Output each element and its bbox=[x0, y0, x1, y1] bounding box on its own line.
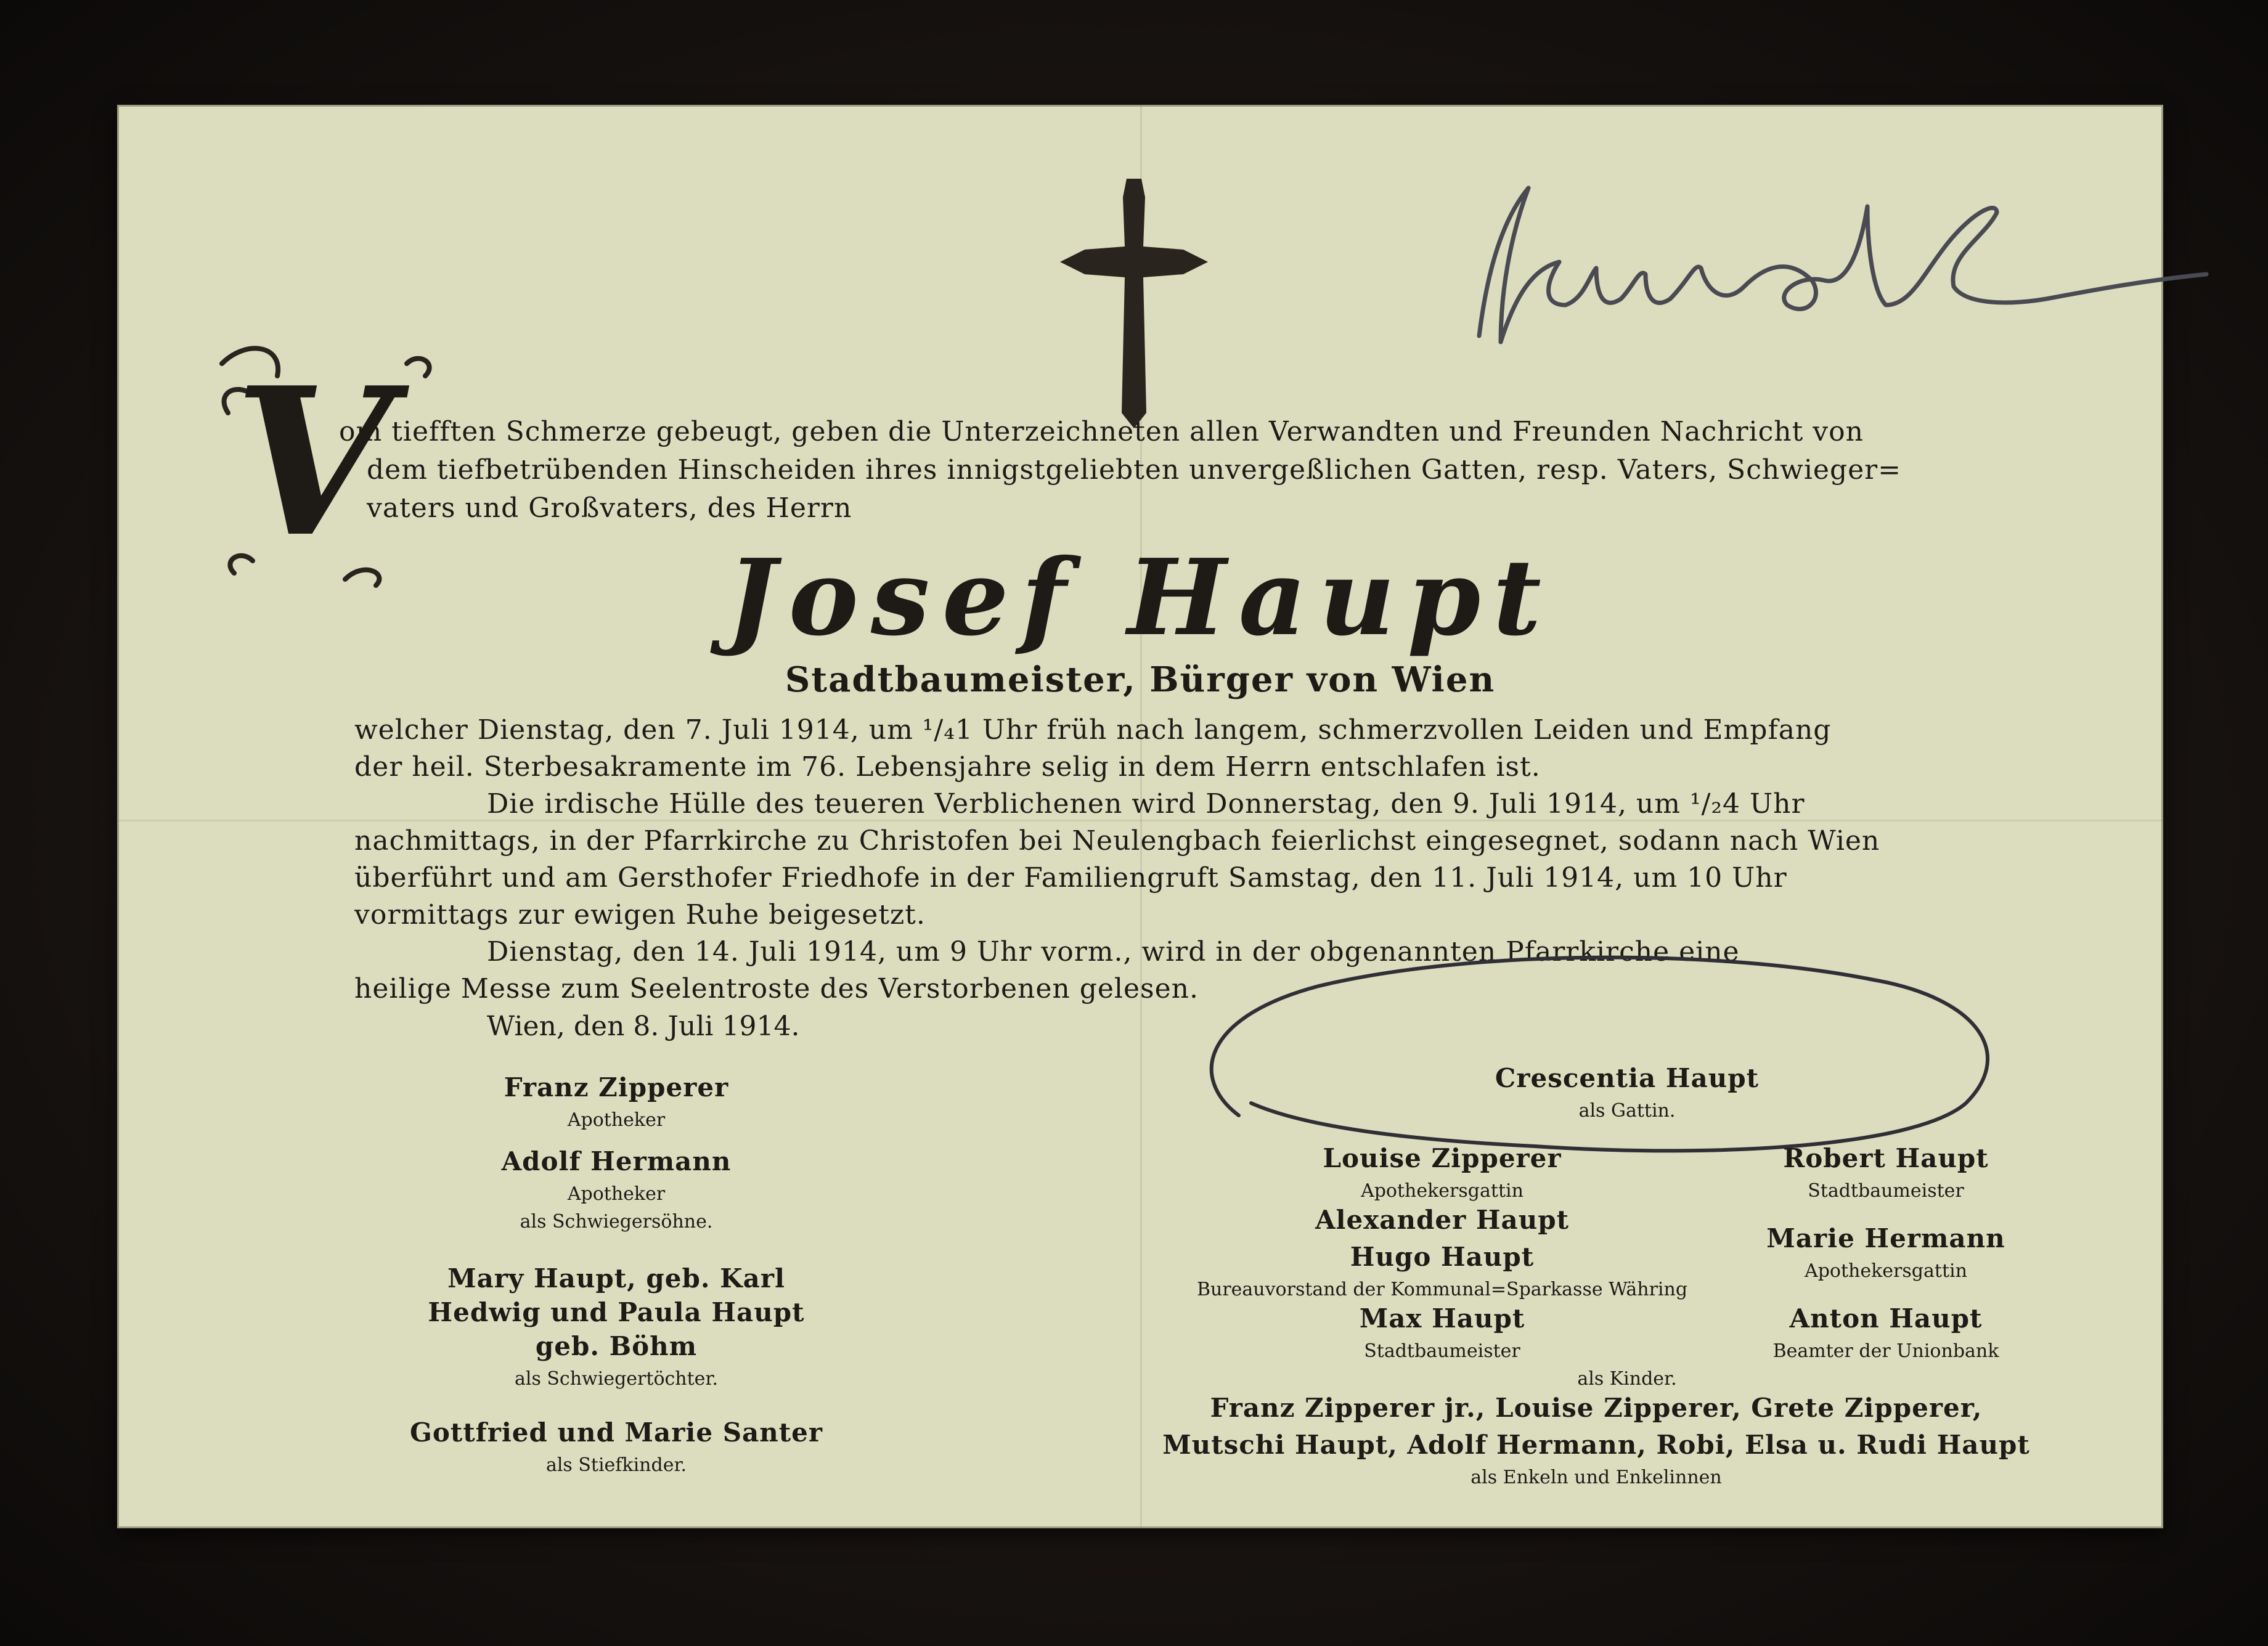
signer-marie-hermann: Marie Hermann bbox=[1766, 1223, 2005, 1253]
signer-hugo-haupt: Hugo Haupt bbox=[1350, 1242, 1535, 1272]
signer-adolf-hermann: Adolf Hermann bbox=[501, 1146, 732, 1176]
body-line-6: vormittags zur ewigen Ruhe beigesetzt. bbox=[354, 899, 926, 931]
grandchildren-line-2: Mutschi Haupt, Adolf Hermann, Robi, Elsa u. Rudi Haupt bbox=[1162, 1430, 2030, 1460]
body-line-1: welcher Dienstag, den 7. Juli 1914, um ¹/₄1 Uhr früh nach langem, schmerzvollen Leiden und Empfang bbox=[354, 714, 1832, 746]
deceased-occupation: Stadtbaumeister, Bürger von Wien bbox=[785, 659, 1496, 700]
signer-louise-zipperer: Louise Zipperer bbox=[1323, 1143, 1562, 1173]
relation-label: als Enkeln und Enkelinnen bbox=[1471, 1467, 1722, 1488]
signer-maiden-name: geb. Böhm bbox=[535, 1331, 698, 1361]
place-date: Wien, den 8. Juli 1914. bbox=[487, 1011, 800, 1042]
body-line-4: nachmittags, in der Pfarrkirche zu Christofen bei Neulengbach feierlichst eingesegnet, sodann nach Wien bbox=[354, 825, 1880, 857]
signer-role: Stadtbaumeister bbox=[1364, 1340, 1520, 1362]
signer-hedwig-paula-haupt: Hedwig und Paula Haupt bbox=[428, 1297, 805, 1327]
grandchildren-line-1: Franz Zipperer jr., Louise Zipperer, Grete Zipperer, bbox=[1210, 1393, 1983, 1423]
signer-robert-haupt: Robert Haupt bbox=[1783, 1143, 1989, 1173]
body-line-8: heilige Messe zum Seelentroste des Verstorbenen gelesen. bbox=[354, 973, 1199, 1004]
relation-label: als Kinder. bbox=[1577, 1368, 1677, 1390]
handwritten-signature bbox=[1442, 151, 2213, 373]
signer-anton-haupt: Anton Haupt bbox=[1789, 1303, 1983, 1334]
signer-role: Stadtbaumeister bbox=[1808, 1180, 1964, 1202]
intro-line-2: dem tiefbetrübenden Hinscheiden ihres innigstgeliebten unvergeßlichen Gatten, resp. Vaters, Schwieger= bbox=[367, 454, 1902, 486]
cross-icon bbox=[1054, 173, 1214, 431]
relation-label: als Gattin. bbox=[1578, 1100, 1676, 1122]
body-line-3: Die irdische Hülle des teueren Verblichenen wird Donnerstag, den 9. Juli 1914, um ¹/₂4 Uhr bbox=[487, 788, 1805, 820]
relation-label: als Stiefkinder. bbox=[545, 1454, 687, 1476]
pencil-circle-mark bbox=[1165, 943, 2089, 1177]
mourning-notice-card bbox=[117, 105, 2163, 1528]
deceased-name: Josef Haupt bbox=[727, 536, 1554, 659]
signer-max-haupt: Max Haupt bbox=[1359, 1303, 1525, 1334]
body-line-5: überführt und am Gersthofer Friedhofe in der Familiengruft Samstag, den 11. Juli 1914, um 10 Uhr bbox=[354, 862, 1787, 894]
signer-role: Apothekersgattin bbox=[1805, 1260, 1967, 1282]
signer-role: Bureauvorstand der Kommunal=Sparkasse Währing bbox=[1196, 1279, 1688, 1300]
signer-alexander-haupt: Alexander Haupt bbox=[1315, 1205, 1570, 1235]
signer-role: Apothekersgattin bbox=[1361, 1180, 1524, 1202]
signer-franz-zipperer: Franz Zipperer bbox=[504, 1072, 729, 1102]
body-line-7: Dienstag, den 14. Juli 1914, um 9 Uhr vorm., wird in der obgenannten Pfarrkirche eine bbox=[487, 936, 1740, 968]
intro-line-3: vaters und Großvaters, des Herrn bbox=[367, 492, 852, 524]
intro-line-1: om tiefften Schmerze gebeugt, geben die Unterzeichneten allen Verwandten und Freunden Nachricht von bbox=[339, 416, 1864, 447]
signer-mary-haupt: Mary Haupt, geb. Karl bbox=[447, 1263, 785, 1294]
initial-letter: V bbox=[234, 343, 393, 582]
relation-label: als Schwiegersöhne. bbox=[520, 1211, 713, 1232]
signer-role: Apotheker bbox=[567, 1109, 666, 1131]
signer-crescentia-haupt: Crescentia Haupt bbox=[1495, 1063, 1760, 1093]
signer-role: Beamter der Unionbank bbox=[1772, 1340, 1999, 1362]
body-line-2: der heil. Sterbesakramente im 76. Lebensjahre selig in dem Herrn entschlafen ist. bbox=[354, 751, 1541, 783]
signer-gottfried-marie-santer: Gottfried und Marie Santer bbox=[409, 1417, 823, 1448]
relation-label: als Schwiegertöchter. bbox=[514, 1368, 719, 1390]
signer-role: Apotheker bbox=[567, 1183, 666, 1205]
